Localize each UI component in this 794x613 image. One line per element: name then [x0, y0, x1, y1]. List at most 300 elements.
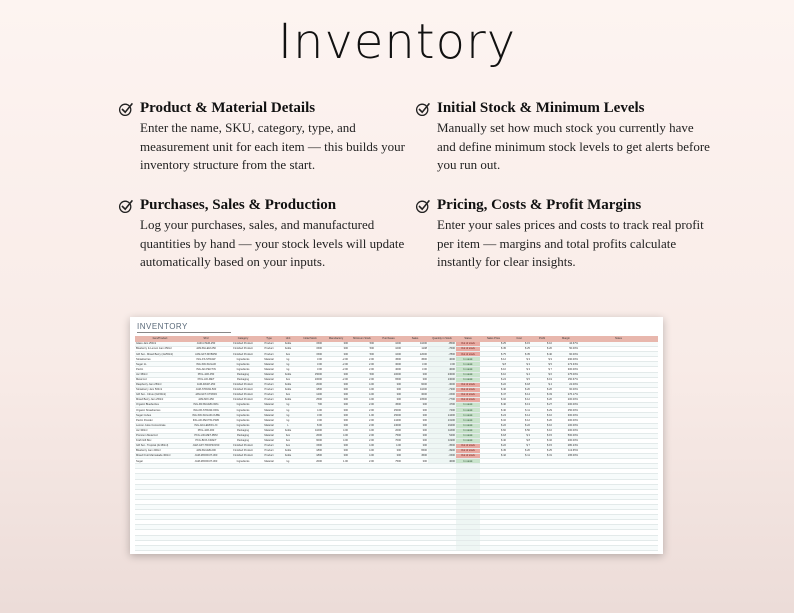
table-cell: 300 — [323, 387, 349, 392]
table-cell: $ 10 — [531, 423, 553, 428]
table-cell: -3900 — [428, 448, 456, 453]
table-cell[interactable]: Ingredients — [227, 367, 259, 372]
table-cell: 113.65% — [553, 448, 579, 453]
table-cell: Out of stock — [456, 387, 480, 392]
table-cell: JAM-GFT-CTR003 — [185, 392, 227, 397]
table-cell: 1.00 — [349, 413, 375, 418]
table-cell: Organic Strawberries — [135, 408, 185, 413]
table-cell: In stock — [456, 428, 480, 433]
table-cell: 4500 — [402, 454, 428, 459]
feature-title: Product & Material Details — [140, 100, 316, 116]
table-cell[interactable]: Material — [259, 428, 279, 433]
table-cell: Blueberry Jam 200ml — [135, 448, 185, 453]
table-cell[interactable] — [279, 545, 297, 550]
column-header: Cost — [507, 336, 531, 342]
table-cell: Mixed Fruit Marmalade 300ml — [135, 454, 185, 459]
table-cell: 1000 — [375, 347, 402, 352]
table-cell: 1.00 — [323, 459, 349, 464]
table-cell: -2.00 — [323, 377, 349, 382]
column-header: Sales Price — [480, 336, 507, 342]
table-cell: 1500 — [297, 347, 323, 352]
table-cell: 50.00% — [553, 347, 579, 352]
table-cell: 300 — [402, 413, 428, 418]
table-cell: -2.00 — [323, 367, 349, 372]
table-cell: 200.00% — [553, 428, 579, 433]
table-cell[interactable]: L — [279, 423, 297, 428]
table-cell[interactable]: box — [279, 392, 297, 397]
table-cell: 4.00 — [323, 428, 349, 433]
column-header: Minimum Stock — [349, 336, 375, 342]
feature-title: Initial Stock & Minimum Levels — [437, 100, 645, 116]
table-cell: Out of stock — [456, 352, 480, 357]
table-cell: JAM-GFT-TROP4X150 — [185, 443, 227, 448]
table-cell[interactable] — [259, 545, 279, 550]
table-cell[interactable] — [135, 545, 185, 550]
table-cell: 500 — [349, 342, 375, 347]
table-cell: 276.17% — [553, 392, 579, 397]
table-cell: 13100 — [428, 418, 456, 423]
table-cell: 300 — [323, 443, 349, 448]
table-cell: 14400 — [375, 418, 402, 423]
table-cell[interactable]: Product — [259, 398, 279, 403]
table-cell[interactable]: box — [279, 438, 297, 443]
table-cell: 250.00% — [553, 408, 579, 413]
table-cell: PKG-LID-MET — [185, 377, 227, 382]
table-cell: -1500 — [428, 454, 456, 459]
table-cell: In stock — [456, 403, 480, 408]
table-cell[interactable]: Ingredients — [227, 357, 259, 362]
table-cell: $ 15 — [531, 433, 553, 438]
table-cell: Out of stock — [456, 448, 480, 453]
table-cell: $ 11 — [507, 454, 531, 459]
table-cell: 273.33% — [553, 362, 579, 367]
table-cell: $ 7 — [507, 443, 531, 448]
table-cell[interactable]: Material — [259, 433, 279, 438]
table-cell: $ 5 — [531, 362, 553, 367]
table-cell[interactable]: Product — [259, 454, 279, 459]
table-cell: $ 26 — [531, 387, 553, 392]
table-cell[interactable]: Finished Product — [227, 398, 259, 403]
table-cell: 300 — [323, 403, 349, 408]
table-cell: $ 3 — [507, 357, 531, 362]
table-cell[interactable]: Finished Product — [227, 454, 259, 459]
feature-initial-stock — [415, 100, 715, 175]
table-cell: Jar 300ml — [135, 428, 185, 433]
table-cell: $ 42 — [480, 454, 507, 459]
table-cell[interactable]: kg — [279, 408, 297, 413]
table-cell[interactable]: Packaging — [227, 438, 259, 443]
column-header: Quantity in Stock — [428, 336, 456, 342]
table-cell: 1500 — [297, 443, 323, 448]
table-cell[interactable]: Material — [259, 372, 279, 377]
table-cell: Sugar 1L — [135, 362, 185, 367]
table-cell: 1800 — [297, 387, 323, 392]
table-cell[interactable]: kg — [279, 403, 297, 408]
table-cell: $ 12 — [507, 418, 531, 423]
table-cell: 2.00 — [349, 459, 375, 464]
page-title: Inventory — [277, 14, 517, 70]
table-cell: 3.00 — [402, 362, 428, 367]
checkmark-circle-icon — [415, 101, 431, 117]
table-cell[interactable]: box — [279, 352, 297, 357]
table-cell[interactable]: Material — [259, 413, 279, 418]
column-header: Item/Product — [135, 336, 185, 342]
table-cell: $ 8 — [507, 438, 531, 443]
table-cell[interactable]: bottle — [279, 448, 297, 453]
table-cell[interactable]: Ingredients — [227, 418, 259, 423]
table-cell: $ 9 — [531, 357, 553, 362]
table-cell[interactable]: kg — [279, 357, 297, 362]
table-cell: $ 15 — [507, 342, 531, 347]
table-cell: Out of stock — [456, 398, 480, 403]
table-cell: 2.00 — [349, 362, 375, 367]
table-cell: In stock — [456, 367, 480, 372]
table-cell[interactable]: Packaging — [227, 433, 259, 438]
column-header: Margin — [553, 336, 579, 342]
column-header: Sales — [402, 336, 428, 342]
table-cell: 4.00 — [349, 454, 375, 459]
table-cell: $ 10 — [531, 342, 553, 347]
table-cell: JAM-MIX-250 — [185, 398, 227, 403]
table-cell: Metal Lid — [135, 377, 185, 382]
table-cell[interactable]: Material — [259, 418, 279, 423]
table-cell: 14400 — [428, 413, 456, 418]
table-cell[interactable]: Packaging — [227, 377, 259, 382]
feature-purchases-sales — [118, 197, 418, 272]
table-cell: Sugar — [135, 459, 185, 464]
table-cell: -7600 — [428, 347, 456, 352]
table-cell: 44.67% — [553, 342, 579, 347]
table-cell: 300 — [323, 398, 349, 403]
table-cell[interactable]: Ingredients — [227, 408, 259, 413]
table-cell: In stock — [456, 413, 480, 418]
table-cell[interactable] — [531, 545, 553, 550]
table-cell: 1200 — [297, 392, 323, 397]
table-cell: $ 45 — [480, 347, 507, 352]
table-cell: 7400 — [428, 408, 456, 413]
table-cell: $ 40 — [480, 403, 507, 408]
table-cell: 500 — [349, 347, 375, 352]
table-cell: $ 27 — [531, 403, 553, 408]
table-cell: $ 20 — [531, 418, 553, 423]
table-cell[interactable]: kg — [279, 413, 297, 418]
table-cell[interactable]: Ingredients — [227, 362, 259, 367]
table-cell: Out of stock — [456, 347, 480, 352]
table-cell: PKG-JAR-350 — [185, 372, 227, 377]
table-cell[interactable]: Material — [259, 459, 279, 464]
table-cell[interactable]: Product — [259, 448, 279, 453]
table-cell: 2.00 — [349, 423, 375, 428]
table-cell: -3500 — [428, 443, 456, 448]
table-cell: 300 — [323, 448, 349, 453]
table-cell[interactable]: Material — [259, 357, 279, 362]
table-cell[interactable]: Material — [259, 367, 279, 372]
table-cell: $ 22 — [507, 423, 531, 428]
table-cell[interactable] — [349, 545, 375, 550]
table-cell: $ 7 — [531, 367, 553, 372]
table-cell[interactable]: Packaging — [227, 428, 259, 433]
table-cell: In stock — [456, 423, 480, 428]
table-cell: 19400 — [428, 423, 456, 428]
table-cell: 300 — [402, 377, 428, 382]
table-cell: 15000 — [375, 408, 402, 413]
table-cell: 1000 — [375, 352, 402, 357]
table-cell[interactable]: box — [279, 377, 297, 382]
table-cell: Strawberries — [135, 357, 185, 362]
table-cell: 1800 — [297, 454, 323, 459]
table-cell: $ 50 — [507, 428, 531, 433]
table-cell[interactable]: bottle — [279, 398, 297, 403]
table-cell: 300 — [402, 403, 428, 408]
table-cell: 4.00 — [323, 433, 349, 438]
table-cell: 2000 — [297, 382, 323, 387]
table-cell[interactable] — [402, 545, 428, 550]
table-cell[interactable]: Product — [259, 352, 279, 357]
table-cell[interactable]: Finished Product — [227, 347, 259, 352]
table-cell: 500 — [349, 372, 375, 377]
table-cell: 290.00% — [553, 357, 579, 362]
table-cell[interactable] — [297, 545, 323, 550]
table-cell: $ 10 — [480, 372, 507, 377]
table-cell[interactable]: Finished Product — [227, 387, 259, 392]
table-cell: $ 3 — [507, 433, 531, 438]
table-cell: JAM-BLLEM-250 — [185, 347, 227, 352]
table-cell: $ 20 — [531, 398, 553, 403]
table-cell: 275.00% — [553, 372, 579, 377]
table-cell: 11900 — [428, 438, 456, 443]
column-header: Initial Stock — [297, 336, 323, 342]
table-cell: 2.00 — [349, 377, 375, 382]
table-cell: -8500 — [428, 342, 456, 347]
table-cell: 500.00% — [553, 433, 579, 438]
feature-title: Purchases, Sales & Production — [140, 197, 337, 213]
table-cell[interactable]: Material — [259, 438, 279, 443]
table-cell: $ 20 — [531, 347, 553, 352]
table-cell: PKG-BOX-KRAFT — [185, 438, 227, 443]
table-cell: 2.00 — [349, 367, 375, 372]
table-cell: ING-FR-STRAW-ORG — [185, 408, 227, 413]
table-cell[interactable]: Ingredients — [227, 413, 259, 418]
table-cell: 300 — [402, 423, 428, 428]
table-cell[interactable]: kg — [279, 367, 297, 372]
table-cell: 7000 — [375, 438, 402, 443]
table-cell: 2.00 — [349, 438, 375, 443]
table-cell[interactable] — [579, 545, 658, 550]
table-cell: 4.00 — [375, 443, 402, 448]
table-cell[interactable] — [456, 545, 480, 550]
table-cell[interactable] — [323, 545, 349, 550]
table-cell: ING-AD-LEMON-JC — [185, 423, 227, 428]
table-cell: $ 5 — [507, 377, 531, 382]
table-cell[interactable] — [553, 545, 579, 550]
table-cell: ING-AD-PECTIN-PWD — [185, 418, 227, 423]
table-cell: 300 — [323, 347, 349, 352]
table-cell[interactable]: bottle — [279, 454, 297, 459]
table-cell: JAM-STRAW-500 — [185, 387, 227, 392]
table-cell: 4000 — [428, 357, 456, 362]
table-cell: 10500 — [402, 398, 428, 403]
table-cell: 4.00 — [349, 382, 375, 387]
table-cell: 300 — [402, 433, 428, 438]
table-cell: 1000 — [375, 342, 402, 347]
table-cell[interactable]: Material — [259, 403, 279, 408]
table-cell: $ 20 — [507, 387, 531, 392]
table-cell: 300 — [402, 428, 428, 433]
table-cell: In stock — [456, 433, 480, 438]
table-cell: 500 — [349, 352, 375, 357]
table-cell: 150.67% — [553, 377, 579, 382]
table-cell: 4.00 — [297, 408, 323, 413]
table-cell: 15000 — [297, 372, 323, 377]
table-cell: 60.00% — [553, 387, 579, 392]
table-cell: 300 — [402, 443, 428, 448]
table-cell: -1500 — [428, 392, 456, 397]
table-cell: 13000 — [375, 423, 402, 428]
table-cell[interactable]: Product — [259, 342, 279, 347]
table-cell: PKG-JAR-300 — [185, 428, 227, 433]
table-cell[interactable]: Finished Product — [227, 448, 259, 453]
table-cell: -2.00 — [323, 357, 349, 362]
table-cell: -7800 — [428, 352, 456, 357]
table-cell: ING-FS-STRAW — [185, 357, 227, 362]
table-cell: $ 19 — [531, 377, 553, 382]
table-cell: Out of stock — [456, 382, 480, 387]
table-cell: 700 — [297, 403, 323, 408]
table-cell: 12000 — [402, 352, 428, 357]
table-cell: ING-AD-PECTIN — [185, 367, 227, 372]
table-cell: 300 — [323, 413, 349, 418]
table-cell: $ 3 — [507, 362, 531, 367]
table-cell: JAM-BLUEB-200 — [185, 448, 227, 453]
table-cell: In stock — [456, 438, 480, 443]
table-cell: 300 — [402, 438, 428, 443]
table-cell: 4.00 — [349, 387, 375, 392]
table-cell: $ 18 — [507, 382, 531, 387]
table-cell[interactable]: Product — [259, 382, 279, 387]
table-cell[interactable]: Material — [259, 362, 279, 367]
table-cell: 4500 — [375, 403, 402, 408]
table-cell[interactable]: Finished Product — [227, 342, 259, 347]
table-cell: 4700 — [428, 403, 456, 408]
table-cell: $ 4 — [531, 382, 553, 387]
table-cell[interactable]: Material — [259, 423, 279, 428]
table-cell[interactable]: Finished Product — [227, 443, 259, 448]
feature-pricing-costs — [415, 197, 715, 272]
table-cell[interactable]: bottle — [279, 372, 297, 377]
table-cell: 13000 — [428, 377, 456, 382]
table-cell[interactable]: bottle — [279, 342, 297, 347]
table-cell[interactable]: bottle — [279, 428, 297, 433]
table-cell: Out of stock — [456, 342, 480, 347]
empty-row — [135, 545, 658, 550]
table-cell[interactable]: kg — [279, 418, 297, 423]
table-cell: Premium Metal Lid — [135, 433, 185, 438]
table-cell: 2.00 — [349, 408, 375, 413]
table-cell: Sugar Cubes — [135, 413, 185, 418]
table-cell[interactable]: bottle — [279, 387, 297, 392]
table-cell: $ 40 — [480, 438, 507, 443]
table-cell: -7700 — [428, 398, 456, 403]
table-cell[interactable]: kg — [279, 459, 297, 464]
table-cell: 6500 — [402, 448, 428, 453]
table-cell: $ 32 — [531, 438, 553, 443]
table-cell[interactable] — [227, 545, 259, 550]
column-header: Type — [259, 336, 279, 342]
table-cell[interactable]: kg — [279, 362, 297, 367]
table-cell[interactable]: bottle — [279, 382, 297, 387]
table-cell: 300 — [323, 372, 349, 377]
table-cell: $ 14 — [507, 392, 531, 397]
column-header: Notes — [579, 336, 658, 342]
table-cell: 1500 — [297, 342, 323, 347]
table-cell: $ 4 — [507, 372, 531, 377]
table-cell[interactable]: Finished Product — [227, 382, 259, 387]
table-cell: JAM-GFT-MXB250 — [185, 352, 227, 357]
inventory-table — [135, 336, 658, 551]
table-cell: $ 3 — [507, 367, 531, 372]
table-cell: ING-SW-SUGAR-CUBE — [185, 413, 227, 418]
table-cell[interactable] — [375, 545, 402, 550]
table-cell: 300 — [323, 454, 349, 459]
table-cell: 4.00 — [349, 398, 375, 403]
table-cell[interactable]: Finished Product — [227, 352, 259, 357]
table-cell[interactable]: Product — [259, 347, 279, 352]
table-cell: 7500 — [375, 433, 402, 438]
table-cell: 300 — [323, 408, 349, 413]
table-cell[interactable]: Ingredients — [227, 403, 259, 408]
table-cell: Blueberry & Lemon Jam 250ml — [135, 347, 185, 352]
feature-body: Enter your sales prices and costs to track real profit per item — margins and total profits calculate instantly for clear insights. — [437, 217, 704, 269]
table-cell: $ 32 — [480, 418, 507, 423]
table-cell: 3000 — [402, 392, 428, 397]
table-cell: In stock — [456, 372, 480, 377]
table-cell[interactable]: Finished Product — [227, 392, 259, 397]
table-cell: -3000 — [428, 382, 456, 387]
table-cell[interactable]: Material — [259, 408, 279, 413]
table-cell[interactable] — [185, 545, 227, 550]
table-cell: 2.00 — [349, 357, 375, 362]
table-cell[interactable]: Ingredients — [227, 423, 259, 428]
table-cell: $ 10 — [480, 367, 507, 372]
table-cell[interactable]: Product — [259, 443, 279, 448]
feature-product-details — [118, 100, 418, 175]
table-cell[interactable]: Material — [259, 377, 279, 382]
table-cell: 3.00 — [297, 367, 323, 372]
table-cell[interactable] — [507, 545, 531, 550]
table-cell[interactable]: box — [279, 433, 297, 438]
table-cell: 4500 — [375, 357, 402, 362]
feature-title: Pricing, Costs & Profit Margins — [437, 197, 642, 213]
table-cell: $ 13 — [507, 403, 531, 408]
table-cell: Kraft Gift Box — [135, 438, 185, 443]
table-cell[interactable]: Ingredients — [227, 459, 259, 464]
feature-body: Log your purchases, sales, and manufactured quantities by hand — your stock levels will update automatically based on your inputs. — [140, 217, 405, 269]
table-cell: 195.00% — [553, 454, 579, 459]
table-cell: 2.00 — [349, 403, 375, 408]
table-cell[interactable] — [428, 545, 456, 550]
table-cell[interactable]: bottle — [279, 347, 297, 352]
table-cell[interactable]: Packaging — [227, 372, 259, 377]
table-cell[interactable]: box — [279, 443, 297, 448]
table-cell: $ 24 — [480, 413, 507, 418]
table-cell: 3000 — [375, 362, 402, 367]
table-cell: $ 25 — [480, 342, 507, 347]
column-header: Profit — [531, 336, 553, 342]
table-cell[interactable]: Product — [259, 392, 279, 397]
table-cell: 2000 — [297, 433, 323, 438]
table-cell[interactable] — [480, 545, 507, 550]
table-cell[interactable]: Product — [259, 387, 279, 392]
